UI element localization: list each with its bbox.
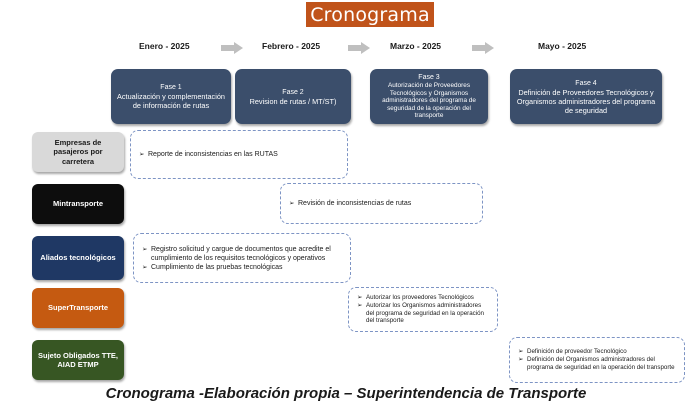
- task-box-mintransporte: [280, 183, 483, 224]
- task-item: ➢ Cumplimiento de las pruebas tecnológicas: [142, 263, 342, 272]
- actor-empresas-pasajeros: Empresas de pasajeros por carretera: [32, 132, 124, 172]
- task-item: ➢ Reporte de inconsistencias en las RUTAS: [139, 150, 339, 159]
- actor-aliados-tecnologicos: Aliados tecnológicos: [32, 236, 124, 280]
- month-label-may: Mayo - 2025: [538, 41, 587, 51]
- phase-2-description: Revision de rutas / MT/ST): [249, 96, 337, 106]
- phase-3-label: Fase 3: [418, 74, 440, 82]
- phase-4-box: [510, 69, 662, 124]
- month-label-january: Enero - 2025: [139, 41, 190, 51]
- phase-2-box: [235, 69, 351, 124]
- phase-4-description: Definición de Proveedores Tecnológicos y Organismos administradores del programa de seguridad: [516, 87, 656, 115]
- task-item: ➢ Definición del Organismos administradores del programa de seguridad en la operación del transporte: [518, 356, 676, 371]
- phase-1-label: Fase 1: [160, 84, 182, 91]
- phase-2-label: Fase 2: [282, 88, 304, 96]
- task-item: ➢ Registro solicitud y cargue de documentos que acredite el cumplimiento de los requisitos tecnológicos y operativos: [142, 245, 342, 263]
- month-label-february: Febrero - 2025: [262, 41, 321, 51]
- diagram-title: Cronograma: [306, 2, 434, 27]
- task-box-sujeto-obligados: [509, 337, 685, 383]
- actor-supertransporte: SuperTransporte: [32, 288, 124, 328]
- task-item: ➢ Autorizar los Organismos administradores del programa de seguridad en la operación del transporte: [357, 302, 489, 325]
- task-item: ➢ Revisión de inconsistencias de rutas: [289, 199, 474, 208]
- task-box-aliados: [133, 233, 351, 283]
- phase-1-box: [111, 69, 231, 124]
- task-item: ➢ Autorizar los proveedores Tecnológicos: [357, 294, 489, 302]
- right-arrow-icon: [221, 42, 243, 54]
- right-arrow-icon: [472, 42, 494, 54]
- phase-1-description: Actualización y complementación de información de rutas: [117, 92, 225, 110]
- actor-sujeto-obligados: Sujeto Obligados TTE, AIAD ETMP: [32, 340, 124, 380]
- actor-mintransporte: Mintransporte: [32, 184, 124, 224]
- phase-3-description: Autorización de Proveedores Tecnológicos y Organismos administradores del programa de seguridad de la operación del transporte: [382, 82, 476, 120]
- task-box-empresas: [130, 130, 348, 179]
- phase-4-label: Fase 4: [575, 79, 597, 87]
- right-arrow-icon: [348, 42, 370, 54]
- figure-caption: Cronograma -Elaboración propia – Superintendencia de Transporte: [105, 385, 587, 402]
- phase-3-box: [370, 69, 488, 124]
- task-box-supertransporte: [348, 287, 498, 332]
- month-label-march: Marzo - 2025: [390, 41, 442, 51]
- task-item: ➢ Definición de proveedor Tecnológico: [518, 348, 676, 356]
